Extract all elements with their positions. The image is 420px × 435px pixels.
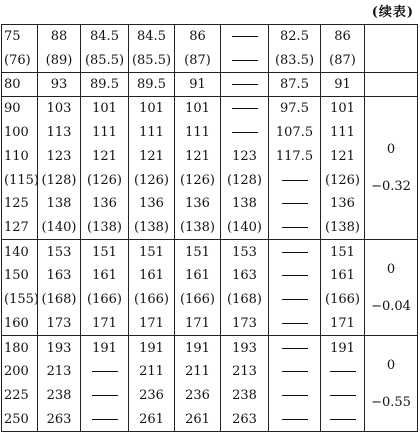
- table-cell: [2, 25, 38, 73]
- dash-mark: [282, 323, 308, 324]
- tolerance-cell: [365, 25, 418, 73]
- cell-value: 136: [330, 196, 355, 212]
- cell-value: 180: [4, 340, 29, 356]
- cell-value: (166): [180, 292, 215, 308]
- table-cell: [221, 240, 269, 336]
- cell-value: (128): [227, 172, 262, 188]
- cell-value: 163: [46, 268, 72, 284]
- tolerance-cell: [365, 72, 418, 96]
- table-cell: [269, 72, 321, 96]
- table-cell: [269, 336, 321, 432]
- cell-value: 160: [4, 315, 29, 331]
- continued-table-note: (续表): [371, 5, 414, 20]
- cell-value: [269, 336, 320, 360]
- cell-value: 107.5: [275, 124, 314, 140]
- cell-value: 100: [4, 124, 29, 140]
- cell-value: 250: [4, 411, 29, 427]
- cell-value: 125: [4, 196, 29, 212]
- table-cell: [221, 96, 269, 240]
- cell-value: 127: [4, 220, 29, 236]
- tolerance-value: 0: [386, 142, 396, 158]
- cell-value: [81, 407, 128, 431]
- table-cell: [221, 25, 269, 73]
- cell-value: 211: [139, 364, 164, 380]
- cell-value: 113: [46, 124, 72, 140]
- cell-value: [221, 121, 268, 145]
- cell-value: 191: [139, 340, 164, 356]
- cell-value: 101: [92, 101, 117, 117]
- cell-value: 84.5: [90, 29, 119, 45]
- cell-value: 213: [46, 364, 72, 380]
- cell-value: 88: [50, 29, 68, 45]
- cell-value: [321, 360, 364, 384]
- dash-mark: [232, 132, 258, 133]
- cell-value: (128): [41, 172, 77, 188]
- cell-value: 173: [46, 315, 72, 331]
- cell-value: (126): [87, 172, 122, 188]
- tolerance-cell: [365, 96, 418, 240]
- cell-value: [269, 288, 320, 312]
- table-cell: [129, 336, 175, 432]
- table-cell: [321, 96, 365, 240]
- cell-value: [321, 407, 364, 431]
- cell-value: 86: [189, 29, 206, 45]
- cell-value: 84.5: [137, 29, 166, 45]
- table-cell: [129, 25, 175, 73]
- cell-value: 191: [92, 340, 117, 356]
- table-cell: [321, 25, 365, 73]
- cell-value: (126): [325, 172, 360, 188]
- cell-value: 261: [139, 411, 164, 427]
- table-cell: [321, 72, 365, 96]
- table-cell: [269, 96, 321, 240]
- table-cell: [81, 25, 129, 73]
- cell-value: 111: [139, 124, 164, 140]
- cell-value: 111: [92, 124, 117, 140]
- table-cell: [321, 240, 365, 336]
- cell-value: 82.5: [280, 29, 309, 45]
- cell-value: [269, 216, 320, 240]
- dash-mark: [330, 419, 356, 420]
- cell-value: 171: [185, 315, 210, 331]
- cell-value: [221, 25, 268, 48]
- table-group: [2, 96, 418, 240]
- tolerance-value: 0: [386, 357, 396, 373]
- cell-value: (138): [180, 220, 215, 236]
- cell-value: (140): [41, 220, 77, 236]
- cell-value: (126): [180, 172, 215, 188]
- cell-value: (89): [45, 52, 73, 68]
- cell-value: 89.5: [90, 76, 119, 92]
- table-group: [2, 72, 418, 96]
- cell-value: 153: [232, 244, 257, 260]
- cell-value: [269, 407, 320, 431]
- cell-value: [221, 73, 268, 96]
- table-cell: [129, 72, 175, 96]
- cell-value: 101: [330, 101, 355, 117]
- cell-value: 91: [334, 76, 351, 92]
- cell-value: 111: [330, 124, 355, 140]
- dash-mark: [92, 419, 118, 420]
- table-cell: [38, 72, 81, 96]
- cell-value: 261: [185, 411, 210, 427]
- dimension-table: [1, 24, 418, 432]
- cell-value: 236: [185, 387, 210, 403]
- table-cell: [221, 336, 269, 432]
- tolerance-value: −0.55: [371, 394, 411, 410]
- cell-value: [269, 240, 320, 264]
- tolerance-value: 0: [386, 261, 396, 277]
- cell-value: 101: [139, 101, 164, 117]
- tolerance-cell: [365, 240, 418, 336]
- cell-value: 161: [185, 268, 210, 284]
- table-cell: [38, 96, 81, 240]
- cell-value: 138: [46, 196, 72, 212]
- cell-value: 171: [330, 315, 355, 331]
- cell-value: 121: [92, 148, 117, 164]
- cell-value: 136: [92, 196, 117, 212]
- cell-value: 110: [4, 148, 29, 164]
- cell-value: (155): [4, 292, 39, 308]
- cell-value: 138: [232, 196, 257, 212]
- cell-value: 161: [330, 268, 355, 284]
- cell-value: (85.5): [131, 52, 172, 68]
- table-group: [2, 240, 418, 336]
- dash-mark: [330, 395, 356, 396]
- dash-mark: [282, 419, 308, 420]
- cell-value: 263: [232, 411, 257, 427]
- cell-value: 263: [46, 411, 72, 427]
- cell-value: [321, 384, 364, 408]
- cell-value: 151: [330, 244, 355, 260]
- table-cell: [81, 72, 129, 96]
- cell-value: 121: [185, 148, 210, 164]
- cell-value: 211: [185, 364, 210, 380]
- cell-value: 173: [232, 315, 257, 331]
- cell-value: 91: [189, 76, 206, 92]
- cell-value: [269, 384, 320, 408]
- cell-value: [221, 97, 268, 121]
- cell-value: 136: [185, 196, 210, 212]
- cell-value: 97.5: [280, 101, 309, 117]
- cell-value: 236: [139, 387, 164, 403]
- cell-value: 123: [46, 148, 72, 164]
- table-cell: [2, 96, 38, 240]
- cell-value: 153: [46, 244, 72, 260]
- cell-value: 103: [46, 101, 72, 117]
- cell-value: [269, 192, 320, 216]
- cell-value: 80: [4, 76, 21, 92]
- table-cell: [175, 96, 221, 240]
- table-cell: [175, 72, 221, 96]
- cell-value: (87): [329, 52, 356, 68]
- cell-value: 151: [185, 244, 210, 260]
- cell-value: [269, 360, 320, 384]
- dash-mark: [282, 299, 308, 300]
- table-cell: [175, 25, 221, 73]
- cell-value: 193: [46, 340, 72, 356]
- cell-value: 101: [185, 101, 210, 117]
- table-group: [2, 336, 418, 432]
- table-cell: [2, 336, 38, 432]
- cell-value: 93: [50, 76, 68, 92]
- dash-mark: [282, 252, 308, 253]
- cell-value: 193: [232, 340, 257, 356]
- cell-value: (83.5): [274, 52, 315, 68]
- cell-value: (76): [4, 52, 31, 68]
- dash-mark: [232, 84, 258, 85]
- cell-value: 163: [232, 268, 257, 284]
- table-cell: [81, 240, 129, 336]
- cell-value: [269, 168, 320, 192]
- cell-value: 140: [4, 244, 29, 260]
- dash-mark: [232, 36, 258, 37]
- cell-value: [269, 264, 320, 288]
- table-cell: [81, 96, 129, 240]
- table-cell: [38, 240, 81, 336]
- table-cell: [129, 240, 175, 336]
- dash-mark: [282, 371, 308, 372]
- table-cell: [269, 240, 321, 336]
- dash-mark: [92, 371, 118, 372]
- cell-value: (168): [227, 292, 262, 308]
- cell-value: 161: [92, 268, 117, 284]
- cell-value: 136: [139, 196, 164, 212]
- cell-value: 200: [4, 364, 29, 380]
- cell-value: (138): [87, 220, 122, 236]
- dash-mark: [282, 180, 308, 181]
- cell-value: [269, 312, 320, 336]
- cell-value: 191: [185, 340, 210, 356]
- cell-value: 86: [334, 29, 351, 45]
- table-cell: [221, 72, 269, 96]
- cell-value: 213: [232, 364, 257, 380]
- table-cell: [175, 240, 221, 336]
- tolerance-value: −0.04: [371, 298, 411, 314]
- dash-mark: [282, 395, 308, 396]
- cell-value: (166): [87, 292, 122, 308]
- cell-value: 150: [4, 268, 29, 284]
- dash-mark: [282, 203, 308, 204]
- cell-value: 171: [92, 315, 117, 331]
- cell-value: [81, 384, 128, 408]
- cell-value: (85.5): [84, 52, 125, 68]
- cell-value: (166): [325, 292, 360, 308]
- cell-value: 171: [139, 315, 164, 331]
- dash-mark: [232, 108, 258, 109]
- cell-value: 121: [330, 148, 355, 164]
- cell-value: (168): [41, 292, 77, 308]
- cell-value: 161: [139, 268, 164, 284]
- cell-value: 191: [330, 340, 355, 356]
- cell-value: 117.5: [275, 148, 314, 164]
- cell-value: 238: [232, 387, 257, 403]
- dash-mark: [282, 275, 308, 276]
- dash-mark: [232, 60, 258, 61]
- cell-value: (87): [184, 52, 211, 68]
- cell-value: [81, 360, 128, 384]
- cell-value: 225: [4, 387, 29, 403]
- cell-value: 123: [232, 148, 257, 164]
- table-group: [2, 25, 418, 73]
- cell-value: (138): [325, 220, 360, 236]
- cell-value: 111: [185, 124, 210, 140]
- table-cell: [81, 336, 129, 432]
- cell-value: [221, 48, 268, 71]
- table-cell: [38, 25, 81, 73]
- cell-value: (126): [134, 172, 169, 188]
- cell-value: (140): [227, 220, 262, 236]
- cell-value: 89.5: [137, 76, 166, 92]
- cell-value: (166): [134, 292, 169, 308]
- tolerance-cell: [365, 336, 418, 432]
- table-cell: [129, 96, 175, 240]
- table-cell: [321, 336, 365, 432]
- table-cell: [2, 240, 38, 336]
- cell-value: 75: [4, 29, 21, 45]
- cell-value: (115): [4, 172, 39, 188]
- cell-value: (138): [134, 220, 169, 236]
- cell-value: 238: [46, 387, 72, 403]
- cell-value: 87.5: [280, 76, 309, 92]
- table-cell: [175, 336, 221, 432]
- cell-value: 151: [92, 244, 117, 260]
- table-cell: [269, 25, 321, 73]
- cell-value: 121: [139, 148, 164, 164]
- dash-mark: [282, 348, 308, 349]
- table-cell: [2, 72, 38, 96]
- cell-value: 151: [139, 244, 164, 260]
- dash-mark: [282, 227, 308, 228]
- dash-mark: [330, 371, 356, 372]
- table-cell: [38, 336, 81, 432]
- dash-mark: [92, 395, 118, 396]
- cell-value: 90: [4, 101, 21, 117]
- tolerance-value: −0.32: [371, 179, 411, 195]
